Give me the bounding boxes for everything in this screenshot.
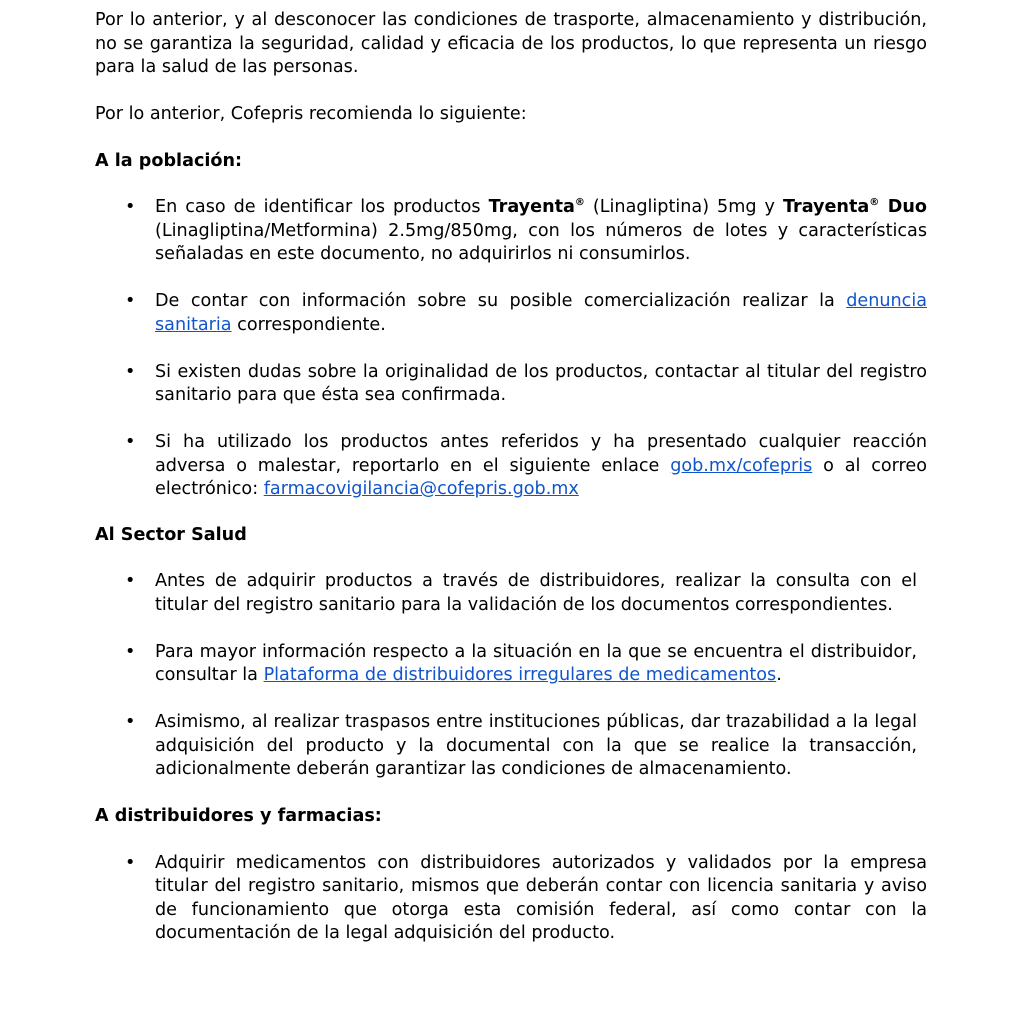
cofepris-link[interactable]: gob.mx/cofepris [670, 455, 813, 476]
sector-salud-list [95, 570, 927, 782]
list-item [95, 290, 927, 337]
bullet-icon: • [125, 432, 136, 452]
text-span: De contar con información sobre su posible comercialización realizar la [155, 291, 847, 311]
list-item [95, 196, 927, 267]
text-span: (Linagliptina/Metformina) 2.5mg/850mg, con los números de lotes y características señaladas en este documento, no adquirirlos ni consumirlos. [155, 220, 927, 264]
bullet-icon: • [125, 291, 136, 311]
denuncia-sanitaria-link[interactable]: denuncia sanitaria [155, 291, 927, 335]
poblacion-list [95, 196, 927, 502]
bullet-icon: • [125, 571, 136, 591]
list-item [95, 641, 917, 688]
text-span: Si existen dudas sobre la originalidad de los productos, contactar al titular del registro sanitario para que ésta sea confirmada. [155, 361, 927, 405]
recommendation-intro: Por lo anterior, Cofepris recomienda lo siguiente: [95, 104, 527, 124]
list-item [95, 711, 917, 782]
product-name: Trayenta [488, 197, 575, 217]
plataforma-distribuidores-link[interactable]: Plataforma de distribuidores irregulares de medicamentos [263, 665, 777, 685]
product-name: Trayenta [782, 197, 870, 217]
bullet-icon: • [125, 641, 136, 662]
text-span: Si ha utilizado los productos antes referidos y ha presentado cualquier reacción adversa o malestar, reportarlo en el siguiente enlace [155, 432, 927, 476]
text-span: (Linagliptina) 5mg y [584, 197, 783, 217]
section-heading-distribuidores: A distribuidores y farmacias: [95, 806, 382, 826]
text-span: Para mayor información respecto a la situación en la que se encuentra el distribuidor, consultar la [155, 641, 917, 685]
text-span: Asimismo, al realizar traspasos entre instituciones públicas, dar trazabilidad a la legal adquisición del producto y la documental con la que se realice la transacción, adicionalmente deberán garantizar las condiciones de almacenamiento. [155, 712, 917, 779]
product-name-suffix: Duo [879, 197, 927, 217]
bullet-icon: • [125, 712, 136, 732]
list-item [95, 361, 927, 408]
list-item [95, 570, 917, 617]
text-span: . [776, 665, 782, 685]
distribuidores-list [95, 852, 927, 946]
bullet-icon: • [125, 197, 136, 217]
document-page [95, 9, 927, 946]
list-item [95, 431, 927, 502]
registered-mark: ® [574, 197, 585, 208]
registered-mark: ® [869, 197, 880, 208]
text-span: En caso de identificar los productos [155, 197, 489, 217]
list-item [95, 852, 927, 946]
section-heading-poblacion: A la población: [95, 150, 243, 171]
intro-paragraph: Por lo anterior, y al desconocer las condiciones de trasporte, almacenamiento y distribución, no se garantiza la seguridad, calidad y eficacia de los productos, lo que representa un riesgo para la salud de las personas. [95, 10, 927, 77]
text-span: Antes de adquirir productos a través de distribuidores, realizar la consulta con el titular del registro sanitario para la validación de los documentos correspondientes. [155, 571, 917, 615]
text-span: Adquirir medicamentos con distribuidores autorizados y validados por la empresa titular del registro sanitario, mismos que deberán contar con licencia sanitaria y aviso de funcionamiento que otorga esta comisión federal, así como contar con la documentación de la legal adquisición del producto. [155, 852, 927, 943]
email-link[interactable]: farmacovigilancia@cofepris.gob.mx [263, 479, 579, 499]
text-span: o al correo electrónico: [155, 455, 927, 499]
text-span: correspondiente. [231, 314, 386, 335]
bullet-icon: • [125, 852, 136, 873]
bullet-icon: • [125, 361, 136, 382]
section-heading-sector-salud: Al Sector Salud [95, 524, 247, 545]
